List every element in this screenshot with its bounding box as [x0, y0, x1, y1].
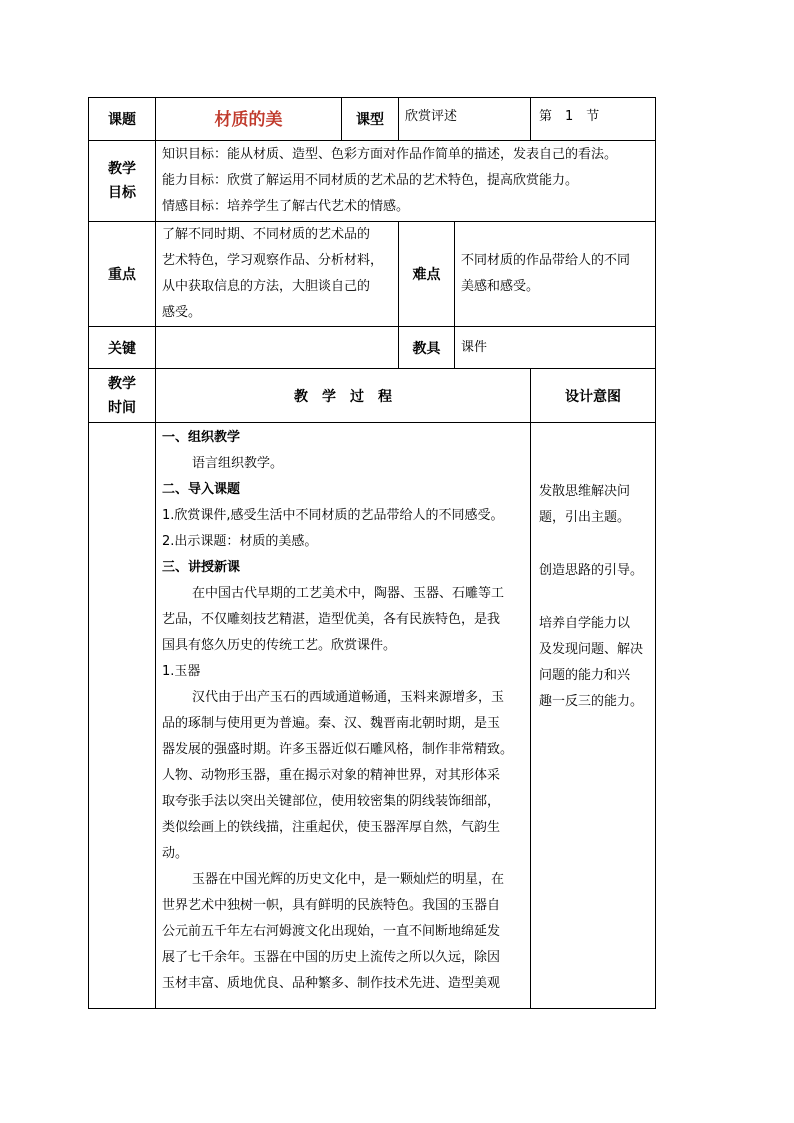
- key-label: 关键: [108, 340, 136, 357]
- focus-line: 了解不同时期、不同材质的艺术品的: [162, 227, 371, 242]
- intent-line: 问题的能力和兴: [539, 668, 631, 683]
- tools-value: 课件: [461, 339, 488, 355]
- intent-line: 及发现问题、解决: [539, 642, 644, 657]
- teaching-process-header: 教 学 过 程: [294, 388, 392, 405]
- intent-line: 创造思路的引导。: [539, 563, 644, 578]
- teaching-time-label: 教学 时间: [108, 375, 136, 416]
- difficulty-line: 不同材质的作品带给人的不同: [461, 253, 631, 268]
- design-intent-content: [531, 479, 655, 1007]
- tools-cell: [455, 327, 655, 368]
- section-intro-item: 2.出示课题：材质的美感。: [162, 534, 318, 549]
- session-cell: [531, 98, 655, 140]
- emotion-objective: 情感目标：培养学生了解古代艺术的情感。: [162, 199, 410, 214]
- focus-label: 重点: [108, 267, 136, 283]
- paragraph-line: 人物、动物形玉器，重在揭示对象的精神世界，对其形体采: [162, 768, 501, 783]
- section-intro-title: 二、导入课题: [162, 482, 241, 497]
- topic-label: 课题: [108, 112, 136, 128]
- intent-spacer: [539, 584, 655, 611]
- paragraph-line: 品的琢制与使用更为普遍。秦、汉、魏晋南北朝时期，是玉: [162, 716, 501, 731]
- row-divider: [88, 140, 656, 141]
- ability-objective: 能力目标：欣赏了解运用不同材质的艺术品的艺术特色，提高欣赏能力。: [162, 173, 579, 188]
- focus-line: 感受。: [162, 305, 202, 320]
- paragraph-line: 取夸张手法以突出关键部位，使用较密集的阴线装饰细部，: [162, 794, 501, 809]
- design-intent-header: 设计意图: [565, 388, 621, 405]
- paragraph-line: 类似绘画上的铁线描，注重起伏，使玉器浑厚自然，气韵生: [162, 820, 501, 835]
- paragraph-line: 展了七千余年。玉器在中国的历史上流传之所以久远，除因: [162, 950, 501, 965]
- intent-line: 题，引出主题。: [539, 510, 631, 525]
- intent-line: 趣一反三的能力。: [539, 694, 644, 709]
- paragraph-line: 在中国古代早期的工艺美术中，陶器、玉器、石雕等工: [192, 586, 505, 601]
- teaching-process-content: [156, 425, 530, 1008]
- paragraph-line: 艺品，不仅雕刻技艺精湛，造型优美，各有民族特色，是我: [162, 612, 501, 627]
- section-intro-item: 1.欣赏课件,感受生活中不同材质的艺品带给人的不同感受。: [162, 508, 504, 523]
- objectives-cell: [156, 142, 655, 221]
- paragraph-line: 世界艺术中独树一帜，具有鲜明的民族特色。我国的玉器自: [162, 898, 501, 913]
- section-organize-title: 一、组织教学: [162, 430, 241, 445]
- objectives-label: 教学 目标: [108, 161, 136, 201]
- paragraph-line: 器发展的强盛时期。许多玉器近似石雕风格，制作非常精致。: [162, 742, 514, 757]
- paragraph-line: 玉器在中国光辉的历史文化中，是一颗灿烂的明星，在: [192, 872, 505, 887]
- focus-line: 从中获取信息的方法，大胆谈自己的: [162, 279, 371, 294]
- paragraph-line: 国具有悠久历史的传统工艺。欣赏课件。: [162, 638, 397, 653]
- section-new-lesson-title: 三、讲授新课: [162, 560, 241, 575]
- difficulty-cell: [455, 248, 655, 308]
- intent-line: 发散思维解决问: [539, 484, 631, 499]
- table-border-right: [655, 97, 656, 1009]
- difficulty-line: 美感和感受。: [461, 279, 540, 294]
- paragraph-line: 公元前五千年左右河姆渡文化出现始，一直不间断地绵延发: [162, 924, 501, 939]
- lesson-type: 欣赏评述: [405, 109, 458, 124]
- subsection-jade-title: 1.玉器: [162, 664, 201, 679]
- tools-label: 教具: [412, 340, 441, 357]
- intent-spacer: [539, 531, 655, 558]
- section-organize-text: 语言组织教学。: [192, 456, 284, 471]
- type-cell: [399, 98, 530, 140]
- intent-line: 培养自学能力以: [539, 616, 631, 631]
- topic-cell: [156, 98, 341, 140]
- paragraph-line: 玉材丰富、质地优良、品种繁多、制作技术先进、造型美观: [162, 976, 501, 991]
- key-cell: [156, 327, 398, 368]
- type-label: 课型: [356, 112, 384, 128]
- row-divider: [88, 422, 656, 423]
- paragraph-line: 动。: [162, 846, 189, 861]
- lesson-title: 材质的美: [214, 109, 283, 130]
- table-border-bottom: [88, 1008, 656, 1009]
- focus-cell: [156, 222, 398, 326]
- session-number: 第 1 节: [539, 109, 600, 124]
- focus-line: 艺术特色，学习观察作品、分析材料，: [162, 253, 384, 268]
- knowledge-objective: 知识目标：能从材质、造型、色彩方面对作品作简单的描述，发表自己的看法。: [162, 147, 618, 162]
- paragraph-line: 汉代由于出产玉石的西域通道畅通，玉料来源增多，玉: [192, 690, 505, 705]
- difficulty-label: 难点: [412, 267, 441, 283]
